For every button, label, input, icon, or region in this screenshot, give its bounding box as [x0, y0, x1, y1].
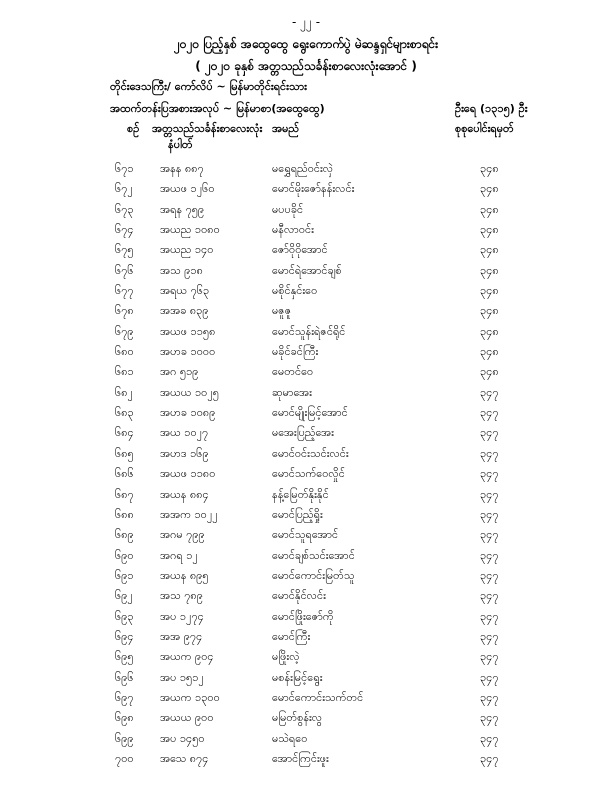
row-number: ၆၉၄ — [115, 629, 134, 643]
total-score: ၃၄၈ — [480, 345, 499, 359]
row-number: ၆၉၂ — [115, 589, 133, 603]
total-score: ၃၄၇ — [480, 670, 499, 684]
total-score: ၃၄၇ — [480, 589, 499, 603]
table-row — [0, 691, 612, 711]
row-number: ၆၉၆ — [115, 670, 134, 684]
total-score: ၃၄၇ — [480, 731, 499, 745]
registration-number: အအက ၁၀၂၂ — [160, 507, 218, 521]
document-subtitle: ( ၂၀၂၀ ခုနှစ် အတ္တသည်သင်္ခန်းစာလေးလုံးအောင် ) — [195, 59, 417, 73]
row-number: ၆၉၃ — [115, 609, 134, 623]
candidate-name: မဇူဇူ — [272, 304, 292, 318]
results-table — [0, 162, 612, 772]
registration-number: အရယ ၇၆၃ — [160, 284, 210, 298]
candidate-name: မောင်သူန်းရဲဇင်ရိုင် — [272, 324, 346, 338]
total-score: ၃၄၇ — [480, 446, 499, 460]
table-row — [0, 711, 612, 731]
candidate-name: မသဲရဝေ — [272, 731, 308, 745]
total-score: ၃၄၈ — [480, 324, 499, 338]
registration-number: အယည ၁၀၈၀ — [160, 223, 220, 237]
registration-number: အယန ၈၈၄ — [160, 487, 209, 501]
candidate-name: အောင်ကြင်းဖူး — [272, 751, 329, 765]
row-number: ၆၈၇ — [115, 487, 134, 501]
candidate-name: မောင်ကြီး — [272, 629, 311, 643]
total-score: ၃၄၇ — [480, 528, 499, 542]
total-score: ၃၄၈ — [480, 243, 499, 257]
table-row — [0, 426, 612, 446]
registration-number: အယက ၉၀၄ — [160, 650, 214, 664]
table-row — [0, 508, 612, 528]
candidate-name: မောင်မျိုးမြင့်အောင် — [272, 406, 348, 420]
row-number: ၆၇၆ — [115, 263, 134, 277]
total-score: ၃၄၈ — [480, 162, 499, 175]
registration-number: အပ ၁၄၅၀ — [160, 731, 205, 745]
registration-number: အနန ၈၈၇ — [160, 162, 204, 175]
table-row — [0, 671, 612, 691]
registration-number: အပ ၁၅၁၂ — [160, 670, 204, 684]
candidate-name: မောင်ချစ်သင်းအောင် — [272, 548, 355, 562]
table-row — [0, 569, 612, 589]
candidate-name: မဖြိုးလဲ့ — [272, 650, 300, 664]
table-row — [0, 325, 612, 345]
candidate-name: မောင်ကောင်းသက်တင် — [272, 690, 364, 704]
total-score: ၃၄၇ — [480, 711, 499, 725]
registration-number: အယဖ ၁၁၈၀ — [160, 467, 216, 481]
table-row — [0, 549, 612, 569]
row-number: ၆၉၇ — [115, 690, 134, 704]
row-number: ၆၇၂ — [115, 182, 133, 196]
candidate-name: မောင်ဝင်းသင်းလင်း — [272, 446, 349, 460]
row-number: ၆၇၉ — [115, 324, 134, 338]
table-row — [0, 752, 612, 772]
registration-number: အဂရ ၁၂ — [160, 548, 198, 562]
table-row — [0, 162, 612, 182]
total-score: ၃၄၇ — [480, 609, 499, 623]
row-number: ၆၉၈ — [115, 711, 134, 725]
candidate-name: မမြတ်စွန်းလွ — [272, 711, 323, 725]
candidate-name: မခိုင်ခင်ကြီး — [272, 345, 319, 359]
registration-number: အဟခ ၁၀၈၉ — [160, 406, 216, 420]
candidate-name: မေတင်ဝေ — [272, 365, 314, 379]
region-line: တိုင်းဒေသကြီး/ ကော်လိပ် ~ မြန်မာတိုင်းရင်းသား — [110, 80, 307, 93]
registration-number: အသေ ၈၇၄ — [160, 751, 209, 765]
constituency-count: ဦးရေ (၁၃၁၅) ဦး — [455, 102, 528, 115]
candidate-name: မစန်းမြင့်ရွေး — [272, 670, 323, 684]
registration-number: အယယ ၉၀၀ — [160, 711, 214, 725]
total-score: ၃၄၇ — [480, 751, 499, 765]
total-score: ၃၄၇ — [480, 507, 499, 521]
table-row — [0, 284, 612, 304]
total-score: ၃၄၈ — [480, 182, 499, 196]
constituency-line: အထက်တန်းပြအစားအလုပ် ~ မြန်မာစာ(အထွေထွေ) — [110, 102, 325, 115]
row-number: ၆၈၂ — [115, 385, 133, 399]
candidate-name: မရွှေရည်ဝင်းလှဲ — [272, 162, 334, 175]
candidate-name: မောင်ရဲအောင်ချစ် — [272, 263, 342, 277]
registration-number: အသ ၇၈၉ — [160, 589, 203, 603]
candidate-name: မအေးပြည့်အေး — [272, 426, 334, 440]
row-number: ၆၈၈ — [115, 507, 134, 521]
registration-number: အဂမ ၇၉၉ — [160, 528, 205, 542]
registration-number: အယဖ ၁၂၆၀ — [160, 182, 215, 196]
registration-number: အဟခ ၁၀၀၀ — [160, 345, 216, 359]
candidate-name: မောင်သက်ဝေလှိုင် — [272, 467, 345, 481]
table-row — [0, 182, 612, 202]
header-votes: စုစုပေါင်းရမှတ် — [455, 122, 514, 135]
registration-number: အဂ ၅၁၉ — [160, 365, 199, 379]
registration-number: အအ ၉၇၄ — [160, 629, 203, 643]
total-score: ၃၄၈ — [480, 365, 499, 379]
total-score: ၃၄၈ — [480, 263, 499, 277]
table-row — [0, 528, 612, 548]
table-row — [0, 650, 612, 670]
row-number: ၆၇၁ — [115, 162, 134, 175]
total-score: ၃၄၇ — [480, 487, 499, 501]
registration-number: အပ ၁၂၇၄ — [160, 609, 204, 623]
candidate-name: မောင်ကောင်းမြတ်သူ — [272, 568, 355, 582]
total-score: ၃၄၇ — [480, 548, 499, 562]
row-number: ၆၇၇ — [115, 284, 134, 298]
table-row — [0, 345, 612, 365]
total-score: ၃၄၇ — [480, 467, 499, 481]
table-row — [0, 732, 612, 752]
header-name: အမည် — [272, 122, 300, 135]
row-number: ၆၈၃ — [115, 406, 134, 420]
row-number: ၆၇၄ — [115, 223, 134, 237]
total-score: ၃၄၈ — [480, 202, 499, 216]
total-score: ၃၄၈ — [480, 223, 499, 237]
total-score: ၃၄၇ — [480, 406, 499, 420]
registration-number: အယဖ ၁၁၅၈ — [160, 324, 216, 338]
candidate-name: မောင်ပြည့်ရှိုး — [272, 507, 323, 521]
registration-number: အရန ၇၅၉ — [160, 202, 205, 216]
registration-number: အယက ၁၃၀၀ — [160, 690, 220, 704]
table-row — [0, 365, 612, 385]
row-number: ၇၀၀ — [115, 751, 134, 765]
header-reg: အတ္တသည်သင်္ခန်းစာလေးလုံး — [152, 122, 263, 135]
total-score: ၃၄၇ — [480, 650, 499, 664]
candidate-name: မစိုင်နှင်းဝေ — [272, 284, 318, 298]
candidate-name: ဇော်ဝိုဝိုအောင် — [272, 243, 328, 257]
candidate-name: မောင်သူရအောင် — [272, 528, 339, 542]
row-number: ၆၈၉ — [115, 528, 134, 542]
total-score: ၃၄၇ — [480, 690, 499, 704]
candidate-name: မောင်ဖြိုးဇော်ကို — [272, 609, 334, 623]
candidate-name: မောင်မိုးဇော်နန်းလင်း — [272, 182, 355, 196]
row-number: ၆၇၈ — [115, 304, 134, 318]
row-number: ၆၈၄ — [115, 426, 134, 440]
registration-number: အသ ၉၁၈ — [160, 263, 203, 277]
candidate-name: မပပခိုင် — [272, 202, 304, 216]
row-number: ၆၇၅ — [115, 243, 134, 257]
table-row — [0, 243, 612, 263]
document-title: ၂၀၂၀ ပြည့်နှစ် အထွေထွေ ရွေးကောက်ပွဲ မဲဆန္ဒရှင်များစာရင်း — [173, 37, 439, 51]
total-score: ၃၄၇ — [480, 426, 499, 440]
table-row — [0, 467, 612, 487]
table-row — [0, 304, 612, 324]
row-number: ၆၉၅ — [115, 650, 134, 664]
registration-number: အယယ ၁၀၂၅ — [160, 385, 219, 399]
table-row — [0, 203, 612, 223]
table-row — [0, 386, 612, 406]
registration-number: အဟဒ ၁၆၉ — [160, 446, 209, 460]
table-row — [0, 264, 612, 284]
table-row — [0, 488, 612, 508]
header-reg-sub: နံပါတ် — [168, 138, 193, 151]
table-row — [0, 406, 612, 426]
row-number: ၆၈၆ — [115, 467, 134, 481]
registration-number: အအခ ၈၃၉ — [160, 304, 209, 318]
row-number: ၆၇၃ — [115, 202, 134, 216]
row-number: ၆၈၅ — [115, 446, 134, 460]
total-score: ၃၄၇ — [480, 568, 499, 582]
total-score: ၃၄၈ — [480, 284, 499, 298]
table-row — [0, 223, 612, 243]
registration-number: အယန ၈၉၅ — [160, 568, 209, 582]
table-row — [0, 630, 612, 650]
row-number: ၆၈၀ — [115, 345, 134, 359]
candidate-name: ဆုမာအေး — [272, 385, 312, 399]
total-score: ၃၄၇ — [480, 385, 499, 399]
row-number: ၆၈၁ — [115, 365, 134, 379]
candidate-name: နန့်မြေတ်နိုးနိုင် — [272, 487, 329, 501]
table-row — [0, 447, 612, 467]
total-score: ၃၄၈ — [480, 304, 499, 318]
table-row — [0, 610, 612, 630]
table-row — [0, 589, 612, 609]
total-score: ၃၄၇ — [480, 629, 499, 643]
registration-number: အယည ၁၄၀ — [160, 243, 214, 257]
row-number: ၆၉၁ — [115, 568, 134, 582]
candidate-name: မနီလာဝင်း — [272, 223, 314, 237]
registration-number: အယ ၁၀၂၇ — [160, 426, 209, 440]
row-number: ၆၉၀ — [115, 548, 134, 562]
row-number: ၆၉၉ — [115, 731, 134, 745]
candidate-name: မောင်နိုင်လင်း — [272, 589, 326, 603]
page-number: - ၂၂ - — [291, 15, 321, 29]
header-no: စဉ် — [127, 122, 140, 135]
